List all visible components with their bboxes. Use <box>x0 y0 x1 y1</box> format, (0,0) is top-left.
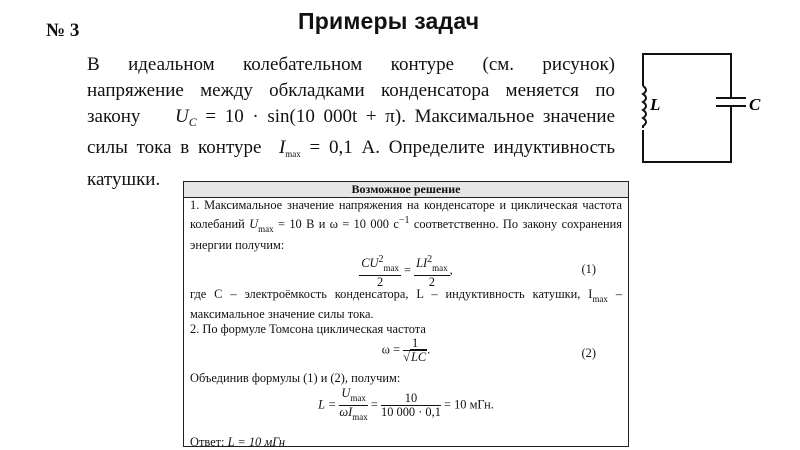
umax-value: = 10 В и ω = 10 000 с <box>273 217 399 232</box>
step1-end: соответственно. По закону сохранения энергии получим: <box>190 217 622 252</box>
solution-step-2: 2. По формуле Томсона циклическая частота <box>190 322 426 337</box>
current-variable: I <box>278 137 286 158</box>
capacitor-label: C <box>749 95 761 114</box>
voltage-variable: U <box>174 106 189 127</box>
solution-definitions <box>190 287 622 322</box>
f3-den2: 10 000 · 0,1 <box>381 404 441 419</box>
current-subscript: max <box>285 149 301 159</box>
voltage-law: = 10 · sin(10 000t + π). <box>196 106 406 127</box>
f1-left-den: 2 <box>376 274 384 289</box>
problem-line-4 <box>87 135 615 167</box>
solution-step-1 <box>190 198 622 253</box>
solution-header: Возможное решение <box>184 182 628 198</box>
f1-left-num: CU <box>361 255 379 270</box>
formula-2: ω = $\frac{1}{√LC}$ . (2) <box>381 336 596 365</box>
f1-tail: , <box>449 262 453 277</box>
f1-left-sub: max <box>383 262 399 273</box>
omega-exponent: −1 <box>398 215 410 227</box>
f1-right-num: LI <box>416 255 428 270</box>
lc-circuit-diagram <box>636 48 786 168</box>
definitions-end: – максимальное значение силы тока. <box>190 286 623 321</box>
problem-statement <box>87 52 615 193</box>
current-value: = 0,1 А. Определите индуктивность <box>300 137 616 158</box>
problem-line-5: катушки. <box>87 169 161 190</box>
f1-right-den: 2 <box>428 274 435 289</box>
voltage-subscript: C <box>188 115 197 129</box>
equation-number-2: (2) <box>581 346 596 361</box>
f1-right-sub: max <box>432 262 448 273</box>
f3-num1: U <box>341 385 351 400</box>
f2-left: ω = <box>381 342 401 357</box>
equation-number-1: (1) <box>581 261 596 276</box>
answer-value: L = 10 мГн <box>227 434 286 449</box>
umax-subscript: max <box>258 224 274 235</box>
law-suffix: Максимальное значение <box>414 106 616 127</box>
current-prefix: силы тока в контуре <box>87 137 262 158</box>
f2-den: LC <box>410 350 427 365</box>
f1-left-sup: 2 <box>378 253 384 265</box>
slide-title: Примеры задач <box>298 8 480 34</box>
formula-3: L = $\frac{U_{max}}{\omega I_{max}}$ = $\frac{10}{10 000 \cdot 0,1}$ = 10 мГн. <box>318 385 494 422</box>
formula-1: $\frac{CU^2_{max}}{2}$ = $\frac{LI^2_{max}}{2}$ , (1) <box>361 253 596 289</box>
answer-label: Ответ: <box>190 434 225 449</box>
f1-right-sup: 2 <box>427 253 433 265</box>
step1-text: 1. Максимальное значение напряжения на конденсаторе и циклическая частота колебаний <box>190 198 622 232</box>
f3-num2: 10 <box>381 392 441 406</box>
solution-answer <box>190 435 622 450</box>
umax-symbol: U <box>249 217 259 232</box>
problem-line-1: В идеальном колебательном контуре (см. рисунок) <box>87 54 615 75</box>
f2-num: 1 <box>403 337 427 351</box>
imax-subscript: max <box>592 293 608 304</box>
f3-left: L = <box>318 396 337 411</box>
solution-table <box>183 181 629 447</box>
problem-line-3 <box>87 104 615 135</box>
f3-den1-sub: max <box>352 411 368 422</box>
task-number: № 3 <box>46 20 80 41</box>
law-prefix: закону <box>87 106 141 127</box>
f3-result: = 10 мГн. <box>444 396 494 411</box>
inductor-label: L <box>650 95 661 114</box>
problem-line-2: напряжение между обкладками конденсатора меняется по <box>87 80 615 101</box>
definitions-text: где C – электроёмкость конденсатора, L – индуктивность катушки, I <box>190 286 593 301</box>
f3-den1: ωI <box>339 404 353 419</box>
solution-combine: Объединив формулы (1) и (2), получим: <box>190 371 401 386</box>
f3-num1-sub: max <box>350 392 366 403</box>
